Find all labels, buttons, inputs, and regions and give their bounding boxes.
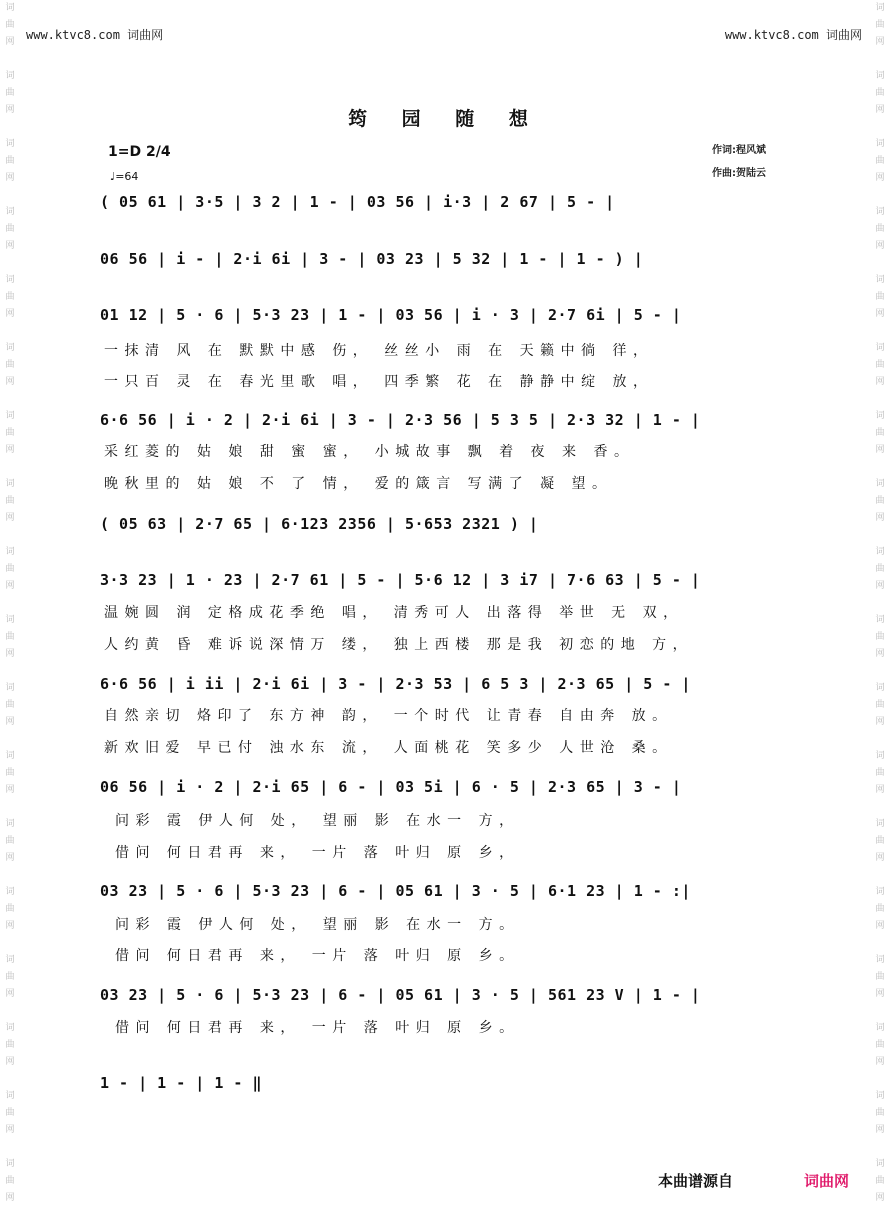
lyric-line: 人约黄 昏 难诉说深情万 缕， 独上西楼 那是我 初恋的地 方， (104, 637, 694, 653)
lyric-line: 温婉圆 润 定格成花季绝 唱， 清秀可人 出落得 举世 无 双， (104, 605, 684, 621)
brand-logo-text: 词曲网 (804, 1172, 850, 1190)
notation-line: 01 12 | 5 · 6 | 5·3 23 | 1 - | 03 56 | i · 3 | 2·7 6i | 5 - | (100, 306, 682, 324)
lyric-line: 一抹清 风 在 默默中感 伤， 丝丝小 雨 在 天籁中徜 徉， (104, 343, 654, 359)
song-title: 筠 园 随 想 (348, 108, 542, 130)
site-watermark-left: www.ktvc8.com 词曲网 (26, 28, 164, 42)
lyric-line: 采红菱的 姑 娘 甜 蜜 蜜， 小城故事 飘 着 夜 来 香。 (104, 444, 635, 460)
key-signature: 1=D 2/4 (108, 144, 171, 160)
notation-line: 6·6 56 | i ii | 2·i 6i | 3 - | 2·3 53 | 6 5 3 | 2·3 65 | 5 - | (100, 675, 691, 693)
notation-line: ( 05 61 | 3·5 | 3 2 | 1 - | 03 56 | i·3 | 2 67 | 5 - | (100, 193, 615, 211)
lyric-line: 新欢旧爱 早已付 浊水东 流， 人面桃花 笑多少 人世沧 桑。 (104, 740, 673, 756)
notation-line: 06 56 | i - | 2·i 6i | 3 - | 03 23 | 5 32 | 1 - | 1 - ) | (100, 250, 644, 268)
lyric-line: 自然亲切 烙印了 东方神 韵， 一个时代 让青春 自由奔 放。 (104, 708, 673, 724)
lyric-line: 晚秋里的 姑 娘 不 了 情， 爱的箴言 写满了 凝 望。 (104, 476, 613, 492)
side-watermark-right: 词 曲 网 词 曲 网 词 曲 网 词 曲 网 词 曲 网 词 曲 网 词 曲 网 词 曲 网 词 曲 网 词 曲 网 词 曲 网 词 曲 网 词 曲 网 词 曲 网 词 曲 网 词 曲 网 词 曲 网 词 曲 网 (875, 3, 885, 1203)
tempo-marking: ♩=64 (110, 170, 139, 183)
notation-line: 03 23 | 5 · 6 | 5·3 23 | 6 - | 05 61 | 3 · 5 | 561 23 V | 1 - | (100, 986, 701, 1004)
notation-line: 03 23 | 5 · 6 | 5·3 23 | 6 - | 05 61 | 3 · 5 | 6·1 23 | 1 - :| (100, 882, 691, 900)
lyric-line: 问彩 霞 伊人何 处， 望丽 影 在水一 方。 (104, 917, 520, 933)
side-watermark-left: 词 曲 网 词 曲 网 词 曲 网 词 曲 网 词 曲 网 词 曲 网 词 曲 网 词 曲 网 词 曲 网 词 曲 网 词 曲 网 词 曲 网 词 曲 网 词 曲 网 词 曲 网 词 曲 网 词 曲 网 词 曲 网 (5, 3, 15, 1203)
notation-line: 6·6 56 | i · 2 | 2·i 6i | 3 - | 2·3 56 | 5 3 5 | 2·3 32 | 1 - | (100, 411, 701, 429)
lyric-line: 问彩 霞 伊人何 处， 望丽 影 在水一 方， (104, 813, 520, 829)
composer-credit: 作曲:贺陆云 (712, 168, 766, 179)
notation-line: ( 05 63 | 2·7 65 | 6·123 2356 | 5·653 2321 ) | (100, 515, 539, 533)
source-note: 本曲谱源自 (658, 1172, 734, 1190)
site-watermark-right: www.ktvc8.com 词曲网 (724, 28, 862, 42)
notation-line: 06 56 | i · 2 | 2·i 65 | 6 - | 03 5i | 6 · 5 | 2·3 65 | 3 - | (100, 778, 682, 796)
notation-line: 3·3 23 | 1 · 23 | 2·7 61 | 5 - | 5·6 12 | 3 i7 | 7·6 63 | 5 - | (100, 571, 701, 589)
lyric-line: 借问 何日君再 来， 一片 落 叶归 原 乡， (104, 845, 520, 861)
lyric-line: 借问 何日君再 来， 一片 落 叶归 原 乡。 (104, 948, 520, 964)
notation-line: 1 - | 1 - | 1 - ‖ (100, 1074, 263, 1092)
lyric-line: 一只百 灵 在 春光里歌 唱， 四季繁 花 在 静静中绽 放， (104, 374, 654, 390)
lyricist-credit: 作词:程风斌 (712, 145, 766, 156)
lyric-line: 借问 何日君再 来， 一片 落 叶归 原 乡。 (104, 1020, 520, 1036)
